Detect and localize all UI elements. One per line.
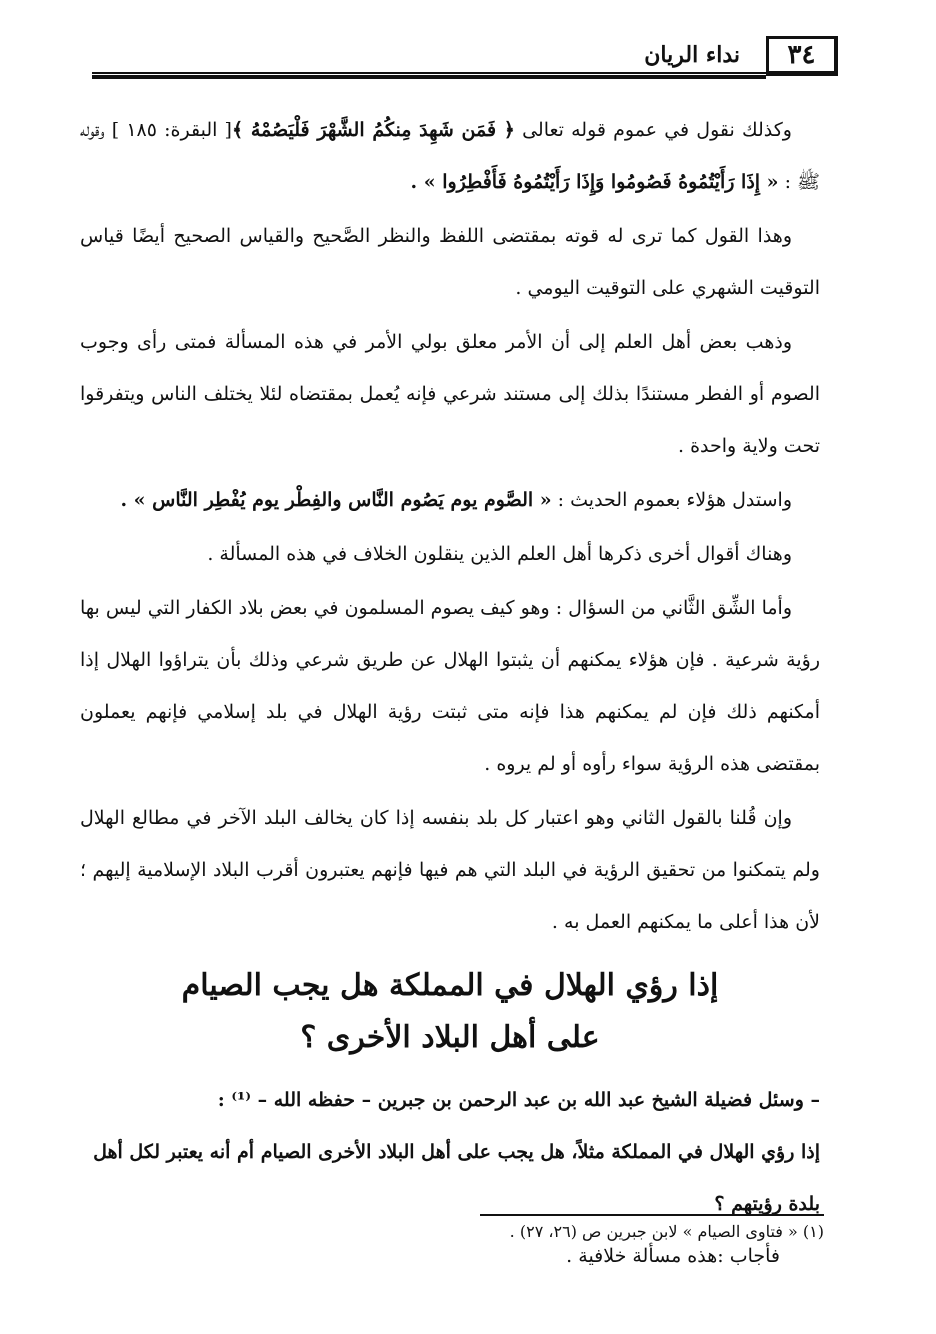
paragraph-4-text: واستدل هؤلاء بعموم الحديث : — [551, 489, 792, 511]
paragraph-5: وهناك أقوال أخرى ذكرها أهل العلم الذين ينقلون الخلاف في هذه المسألة . — [207, 543, 792, 565]
paragraph-1 — [80, 104, 820, 208]
question-text: إذا رؤي الهلال في المملكة مثلاً، هل يجب على أهل البلاد الأخرى الصيام أم أنه يعتبر لكل أهل بلدة رؤيتهم ؟ — [93, 1141, 820, 1215]
section-heading — [80, 960, 820, 1064]
question-intro: – وسئل فضيلة الشيخ عبد الله بن عبد الرحمن بن جبرين – حفظه الله – ⁽¹⁾ : — [217, 1089, 820, 1111]
paragraph-3: وذهب بعض أهل العلم إلى أن الأمر معلق بولي الأمر في هذه المسألة فمتى رأى وجوب الصوم أو الفطر مستندًا بذلك إلى مستند شرعي فإنه يُعمل بمقتضاه لئلا يختلف الناس ويتفرقوا تحت ولاية واحدة . — [80, 331, 821, 457]
header-rule-thick — [92, 75, 766, 79]
section-heading-line-1: إذا رؤي الهلال في المملكة هل يجب الصيام — [181, 968, 719, 1003]
page-header — [92, 36, 838, 80]
paragraph-1-text: وكذلك نقول في عموم قوله تعالى — [514, 119, 792, 141]
header-rule — [92, 72, 766, 74]
running-title: نداء الريان — [644, 42, 740, 68]
main-text — [80, 104, 820, 1282]
hadith-quote: « إِذَا رَأَيْتُمُوهُ فَصُومُوا وَإِذَا رَأَيْتُمُوهُ فَأَفْطِرُوا » . — [410, 171, 779, 193]
answer-text: فأجاب :هذه مسألة خلافية . — [566, 1245, 780, 1267]
page-number: ٣٤ — [766, 36, 838, 76]
paragraph-2: وهذا القول كما ترى له قوته بمقتضى اللفظ والنظر الصَّحيح والقياس الصحيح أيضًا قياس التوقيت الشهري على التوقيت اليومي . — [80, 225, 820, 299]
hadith-quote-2: « الصَّوم يوم يَصُوم النَّاس والفِطْر يوم يُفْطِر النَّاس » . — [120, 489, 552, 511]
paragraph-7: وإن قُلنا بالقول الثاني وهو اعتبار كل بلد بنفسه إذا كان يخالف البلد الآخر في مطالع الهلال ولم يتمكنوا من تحقيق الرؤية في البلد التي هم فيها فإنهم يعتبرون أقرب البلاد الإسلامية إليهم ؛ لأن هذا أعلى ما يمكنهم العمل به . — [80, 807, 820, 933]
paragraph-6: وأما الشِّق الثَّاني من السؤال : وهو كيف يصوم المسلمون في بعض بلاد الكفار التي ليس بها رؤية شرعية . فإن هؤلاء يمكنهم أن يثبتوا الهلال عن طريق شرعي وذلك بأن يتراؤوا الهلال إذا أمكنهم ذلك فإن لم يمكنهم هذا فإنه متى ثبتت رؤية الهلال في بلد إسلامي فإنهم يعملون بمقتضى هذه الرؤية سواء رأوه أو لم يروه . — [80, 597, 820, 775]
quran-verse: ﴿ فَمَن شَهِدَ مِنكُمُ الشَّهْرَ فَلْيَصُمْهُ ﴾ — [231, 119, 515, 141]
footnote-rule — [480, 1214, 824, 1216]
footnote: (١) « فتاوى الصيام » لابن جبرين ص (٢٦، ٢٧) . — [509, 1222, 824, 1241]
section-heading-line-2: على أهل البلاد الأخرى ؟ — [300, 1020, 600, 1055]
paragraph-1-citation: [ البقرة: ١٨٥ ] وقوله ﷺ : — [80, 119, 820, 193]
paragraph-4 — [80, 474, 820, 526]
